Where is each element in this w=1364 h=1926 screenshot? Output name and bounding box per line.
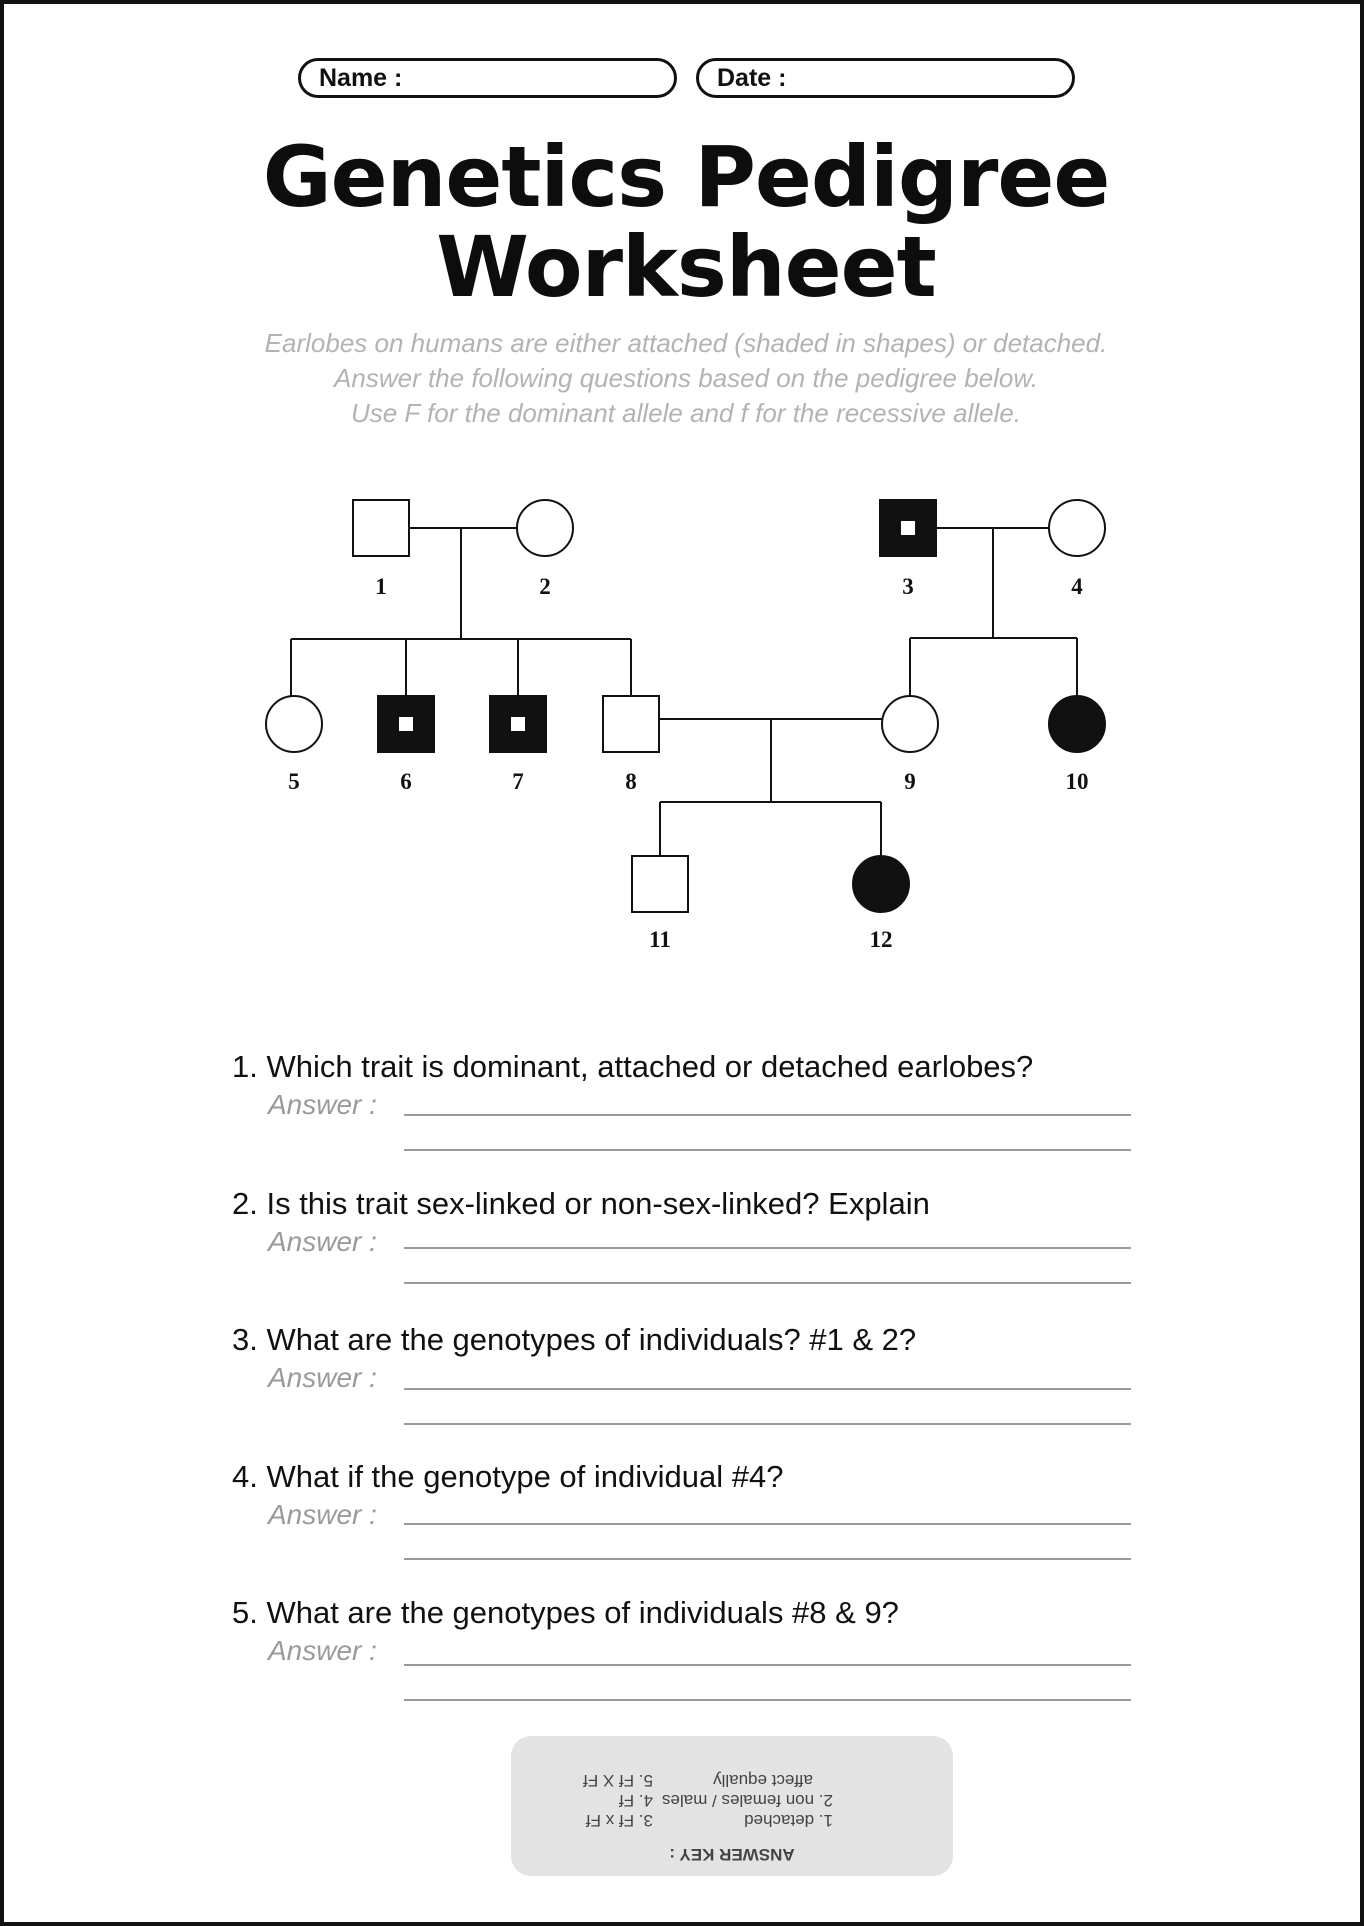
question-2-answer-label: Answer : — [268, 1226, 377, 1257]
individual-label-4: 4 — [1071, 574, 1083, 599]
question-2-answer-line-1[interactable] — [404, 1247, 1131, 1249]
answer-key-item-1: 1. detached — [744, 1811, 833, 1830]
individual-6-marker — [399, 717, 413, 731]
answer-key-title: ANSWER KEY : — [669, 1845, 795, 1864]
pedigree-connectors — [291, 528, 1077, 856]
individual-5-unaffected-female — [266, 696, 322, 752]
question-1-answer-label: Answer : — [268, 1089, 377, 1120]
individual-label-6: 6 — [400, 769, 412, 794]
individual-label-12: 12 — [869, 927, 893, 952]
answer-key-rotated — [511, 1736, 953, 1876]
title-line-1: Genetics Pedigree — [262, 128, 1110, 226]
question-1-answer-line-1[interactable] — [404, 1114, 1131, 1116]
question-4-answer-line-1[interactable] — [404, 1523, 1131, 1525]
answer-key — [511, 1736, 953, 1876]
answer-key-item-4: 4. Ff — [618, 1791, 653, 1810]
question-3-answer-line-2[interactable] — [404, 1423, 1131, 1425]
answer-key-item-5: 5. Ff X Ff — [583, 1771, 653, 1790]
question-5-answer-label: Answer : — [268, 1635, 377, 1666]
answer-key-item-2: 2. non females / males — [661, 1791, 833, 1810]
individual-10-affected-female — [1049, 696, 1105, 752]
individual-12-affected-female — [853, 856, 909, 912]
question-3-answer-label: Answer : — [268, 1362, 377, 1393]
instruction-line-2: Answer the following questions based on the pedigree below. — [334, 363, 1038, 393]
question-3-answer-line-1[interactable] — [404, 1388, 1131, 1390]
individual-label-11: 11 — [649, 927, 671, 952]
question-4-text: 4. What if the genotype of individual #4? — [232, 1459, 784, 1494]
question-5-answer-line-2[interactable] — [404, 1699, 1131, 1701]
individual-label-1: 1 — [375, 574, 387, 599]
pedigree-chart — [4, 464, 1364, 964]
question-2-text: 2. Is this trait sex-linked or non-sex-linked? Explain — [232, 1186, 930, 1221]
question-5 — [232, 1595, 1182, 1715]
instruction-line-3: Use F for the dominant allele and f for the recessive allele. — [350, 398, 1022, 428]
instruction-line-1: Earlobes on humans are either attached (shaded in shapes) or detached. — [264, 328, 1108, 358]
answer-key-item-2-cont: affect equally — [713, 1771, 813, 1790]
name-label: Name : — [319, 64, 403, 92]
individual-label-8: 8 — [625, 769, 637, 794]
individual-label-7: 7 — [512, 769, 524, 794]
title-line-2: Worksheet — [436, 218, 936, 316]
page-title — [4, 128, 1364, 316]
individual-8-unaffected-male — [603, 696, 659, 752]
date-label: Date : — [717, 64, 787, 92]
individual-label-2: 2 — [539, 574, 551, 599]
individual-3-marker — [901, 521, 915, 535]
question-1-text: 1. Which trait is dominant, attached or detached earlobes? — [232, 1049, 1034, 1084]
individual-4-unaffected-female — [1049, 500, 1105, 556]
individual-label-3: 3 — [902, 574, 914, 599]
date-field[interactable] — [696, 58, 1075, 98]
individual-7-marker — [511, 717, 525, 731]
individual-label-9: 9 — [904, 769, 916, 794]
individual-1-unaffected-male — [353, 500, 409, 556]
question-5-text: 5. What are the genotypes of individuals #8 & 9? — [232, 1595, 899, 1630]
question-3 — [232, 1322, 1182, 1442]
question-4-answer-label: Answer : — [268, 1499, 377, 1530]
individual-11-unaffected-male — [632, 856, 688, 912]
answer-key-column-1 — [662, 1770, 833, 1830]
answer-key-column-2 — [583, 1770, 653, 1830]
question-2 — [232, 1186, 1182, 1306]
question-3-text: 3. What are the genotypes of individuals? #1 & 2? — [232, 1322, 917, 1357]
name-field[interactable] — [298, 58, 677, 98]
individual-label-5: 5 — [288, 769, 300, 794]
question-4-answer-line-2[interactable] — [404, 1558, 1131, 1560]
individual-2-unaffected-female — [517, 500, 573, 556]
question-1 — [232, 1049, 1182, 1169]
instructions — [4, 326, 1364, 431]
individual-label-10: 10 — [1065, 769, 1089, 794]
question-1-answer-line-2[interactable] — [404, 1149, 1131, 1151]
question-2-answer-line-2[interactable] — [404, 1282, 1131, 1284]
question-5-answer-line-1[interactable] — [404, 1664, 1131, 1666]
answer-key-item-3: 3. Ff x Ff — [585, 1811, 653, 1830]
question-4 — [232, 1459, 1182, 1579]
individual-9-unaffected-female — [882, 696, 938, 752]
